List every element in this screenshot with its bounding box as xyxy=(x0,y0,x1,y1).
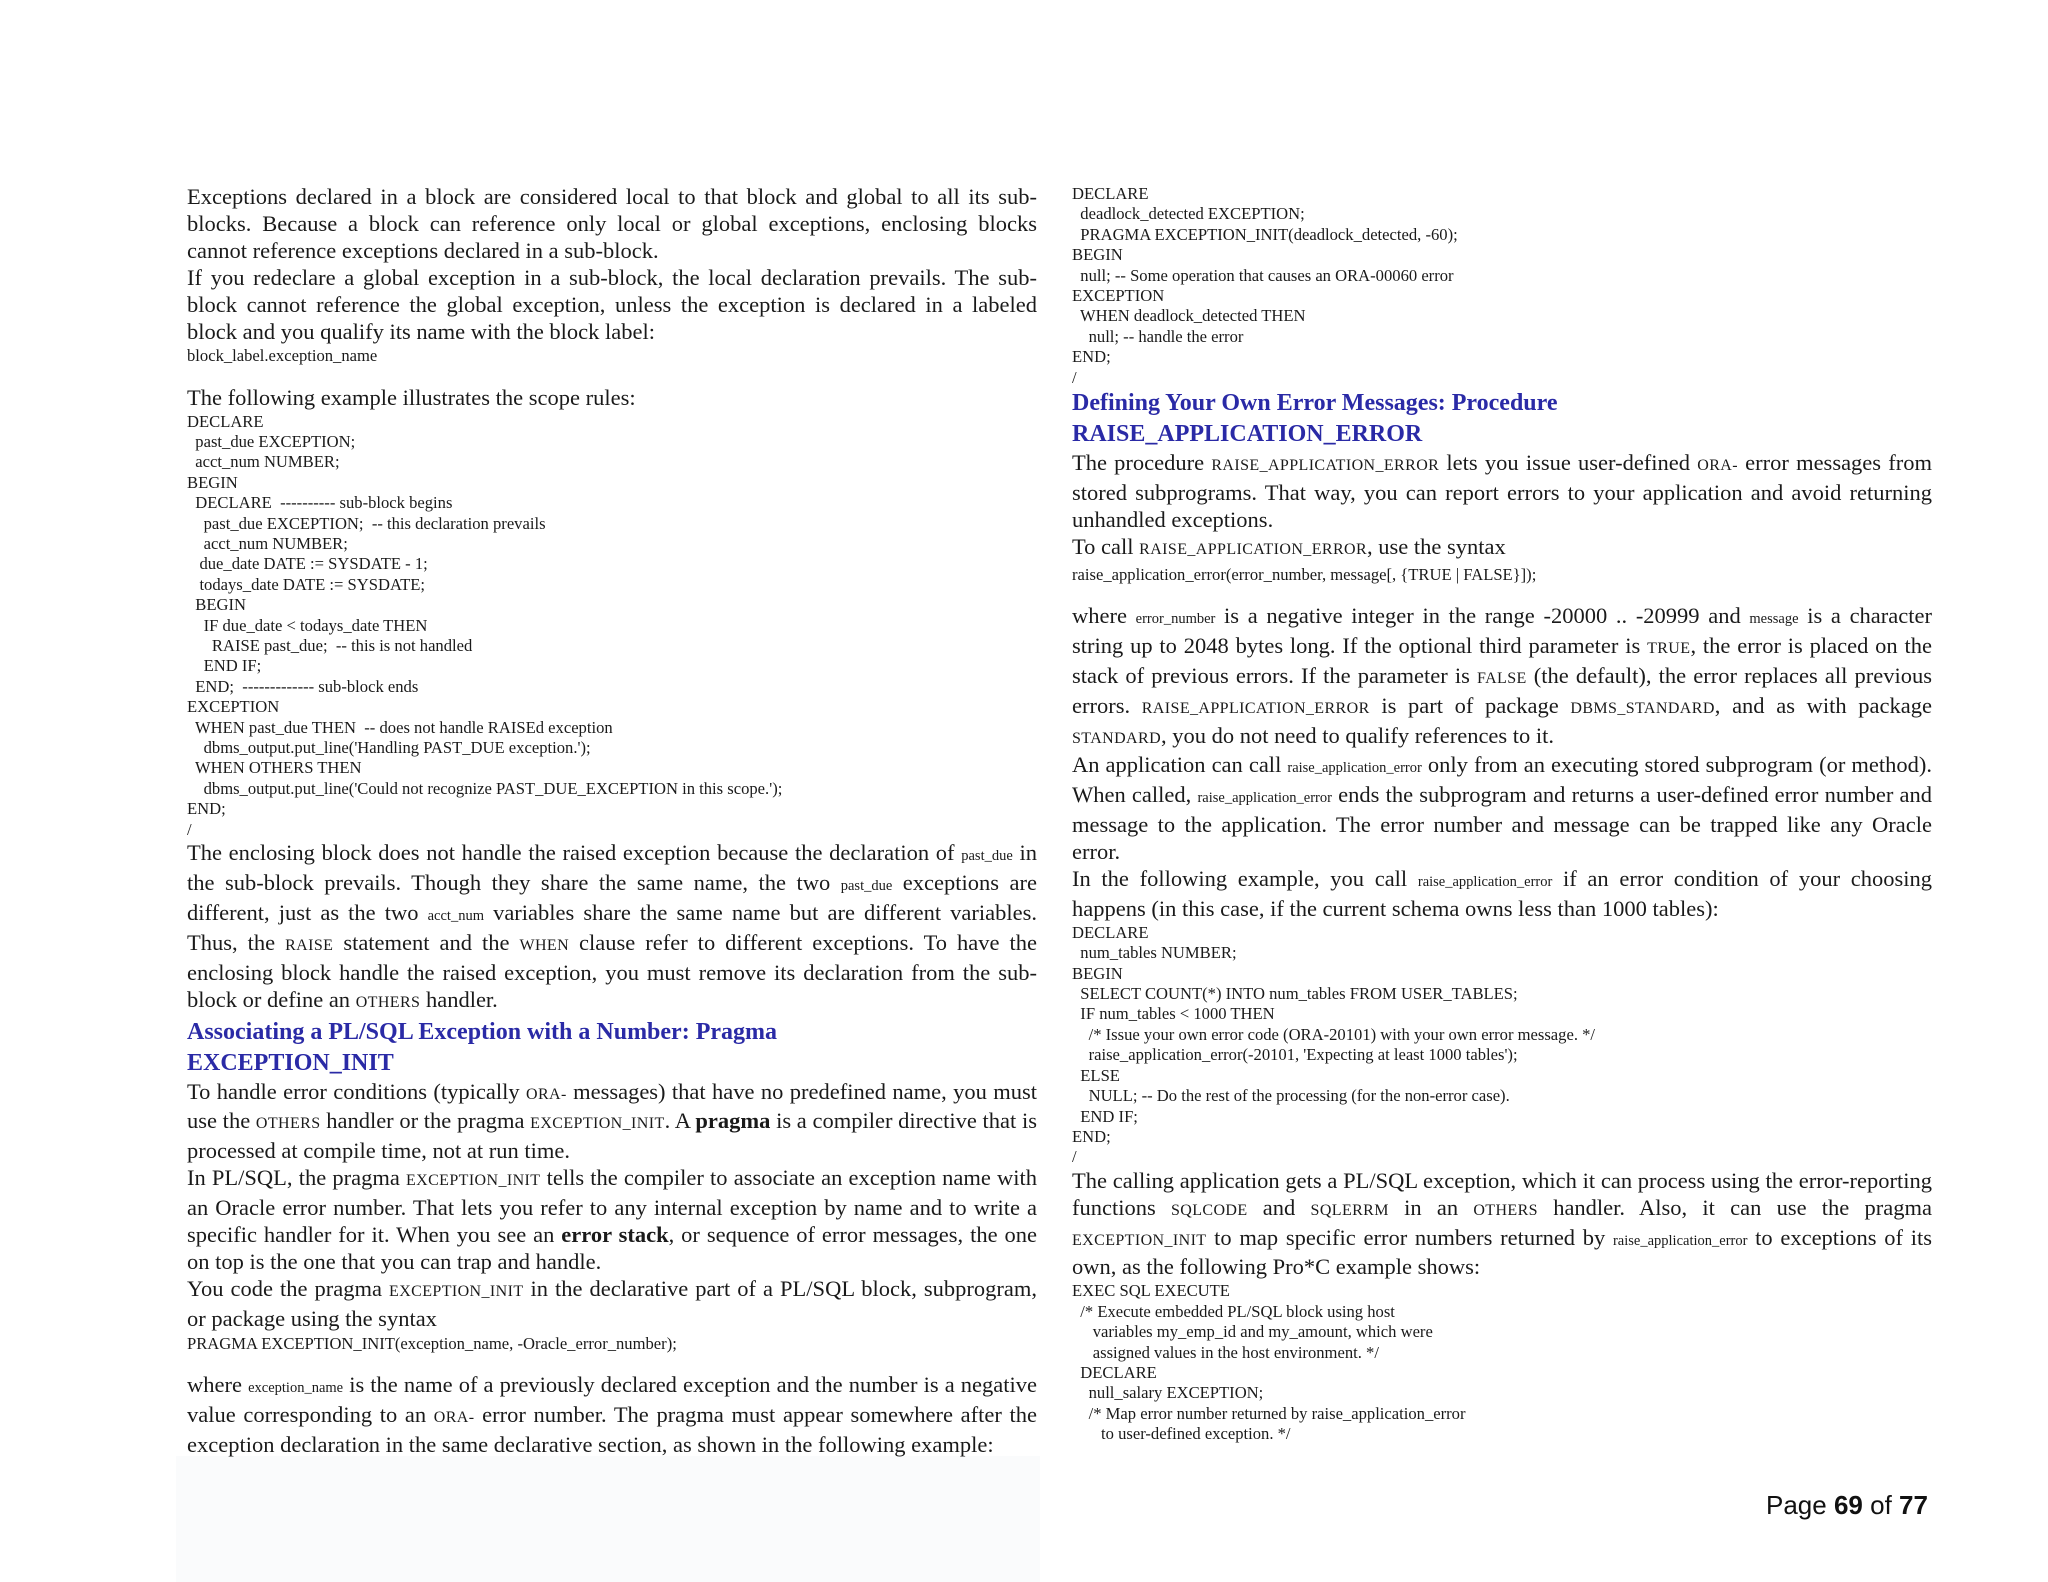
paragraph-pragma-where: where exception_name is the name of a previously declared exception and the number is a negative value corresponding to an ORA- error number. The pragma must appear somewhere after the exception declaration in the same declarative section, as shown in the following example: xyxy=(187,1371,1038,1457)
page-shade xyxy=(176,1456,1040,1582)
right-column xyxy=(1072,184,1932,1445)
paragraph-redeclare: If you redeclare a global exception in a sub-block, the local declaration prevails. The sub-block cannot reference the global exception, unless the exception is declared in a labeled block and you qualify its name with the block label: xyxy=(187,264,1037,344)
paragraph-following-example: In the following example, you call raise_application_error if an error condition of your choosing happens (in this case, if the current schema owns less than 1000 tables): xyxy=(1072,866,1932,921)
heading-exception-init: Associating a PL/SQL Exception with a Number: Pragma EXCEPTION_INIT xyxy=(187,1018,778,1076)
paragraph-calling-application: The calling application gets a PL/SQL exception, which it can process using the error-reporting functions SQLCODE and SQLERRM in an OTHERS handler. Also, it can use the pragma EXCEPTION_INIT to map specific error numbers returned by raise_application_error to exceptions of its own, as the following Pro*C example shows: xyxy=(1072,1167,1932,1280)
code-raise-syntax: raise_application_error(error_number, message[, {TRUE | FALSE}]); xyxy=(1072,564,1537,584)
code-pragma-syntax: PRAGMA EXCEPTION_INIT(exception_name, -Oracle_error_number); xyxy=(187,1333,677,1353)
left-column xyxy=(187,184,1037,1459)
paragraph-raise-procedure: The procedure RAISE_APPLICATION_ERROR lets you issue user-defined ORA- error messages from stored subprograms. That way, you can report errors to your application and avoid returning unhandled exceptions. xyxy=(1072,450,1932,532)
paragraph-pragma-intro: To handle error conditions (typically ORA- messages) that have no predefined name, you must use the OTHERS handler or the pragma EXCEPTION_INIT. A pragma is a compiler directive that is processed at compile time, not at run time. xyxy=(187,1078,1037,1164)
paragraph-enclosing-block: The enclosing block does not handle the raised exception because the declaration of past_due in the sub-block prevails. Though they share the same name, the two past_due exceptions are different, just as the two acct_num variables share the same name but are different variables. Thus, the RAISE statement and the WHEN clause refer to different exceptions. To have the enclosing block handle the raised exception, you must remove its declaration from the sub-block or define an OTHERS handler. xyxy=(187,840,1037,1012)
code-proc-example: EXEC SQL EXECUTE /* Execute embedded PL/SQL block using host variables my_emp_id and my_amount, which were assigned values in the host environment. */ DECLARE null_salary EXCEPTION; /* Map error number returned by raise_application_error to user-defined exception. */ xyxy=(1072,1281,1466,1444)
code-deadlock-example: DECLARE deadlock_detected EXCEPTION; PRAGMA EXCEPTION_INIT(deadlock_detected, -60); BEGIN null; -- Some operation that causes an ORA-00060 error EXCEPTION WHEN deadlock_detected THEN null; -- handle the error END; / xyxy=(1072,184,1458,387)
paragraph-scope-local: Exceptions declared in a block are considered local to that block and global to all its sub-blocks. Because a block can reference only local or global exceptions, enclosing blocks cannot reference exceptions declared in a sub-block. xyxy=(187,184,1037,263)
paragraph-pragma-code: You code the pragma EXCEPTION_INIT in the declarative part of a PL/SQL block, subprogram, or package using the syntax xyxy=(187,1275,1037,1331)
paragraph-application-call: An application can call raise_application_error only from an executing stored subprogram (or method). When called, raise_application_error ends the subprogram and returns a user-defined error number and message to the application. The error number and message can be trapped like any Oracle error. xyxy=(1072,752,1933,865)
code-scope-example: DECLARE past_due EXCEPTION; acct_num NUMBER; BEGIN DECLARE ---------- sub-block begins past_due EXCEPTION; -- this declaration prevails acct_num NUMBER; due_date DATE := SYSDATE - 1; todays_date DATE := SYSDATE; BEGIN IF due_date < todays_date THEN RAISE past_due; -- this is not handled END IF; END; ------------- sub-block ends EXCEPTION WHEN past_due THEN -- does not handle RAISEd exception dbms_output.put_line('Handling PAST_DUE exception.'); WHEN OTHERS THEN dbms_output.put_line('Could not recognize PAST_DUE_EXCEPTION in this scope.'); END; / xyxy=(187,411,783,839)
code-label-syntax: block_label.exception_name xyxy=(187,346,378,366)
paragraph-error-number-range: where error_number is a negative integer in the range -20000 .. -20999 and message is a character string up to 2048 bytes long. If the optional third parameter is TRUE, the error is placed on the stack of previous errors. If the parameter is FALSE (the default), the error replaces all previous errors. RAISE_APPLICATION_ERROR is part of package DBMS_STANDARD, and as with package STANDARD, you do not need to qualify references to it. xyxy=(1072,602,1932,748)
code-num-tables-example: DECLARE num_tables NUMBER; BEGIN SELECT COUNT(*) INTO num_tables FROM USER_TABLES; IF num_tables < 1000 THEN /* Issue your own error code (ORA-20101) with your own error message. */ raise_application_error(-20101, 'Expecting at least 1000 tables'); ELSE NULL; -- Do the rest of the processing (for the non-error case). END IF; END; / xyxy=(1072,922,1596,1167)
paragraph-pragma-tells: In PL/SQL, the pragma EXCEPTION_INIT tells the compiler to associate an exception name with an Oracle error number. That lets you refer to any internal exception by name and to write a specific handler for it. When you see an error stack, or sequence of error messages, the one on top is the one that you can trap and handle. xyxy=(187,1165,1038,1274)
page-number: Page 69 of 77 xyxy=(1766,1490,1928,1520)
paragraph-scope-example-intro: The following example illustrates the scope rules: xyxy=(187,384,636,410)
paragraph-to-call: To call RAISE_APPLICATION_ERROR, use the syntax xyxy=(1072,533,1506,559)
heading-raise-application-error: Defining Your Own Error Messages: Procedure RAISE_APPLICATION_ERROR xyxy=(1072,390,1558,448)
